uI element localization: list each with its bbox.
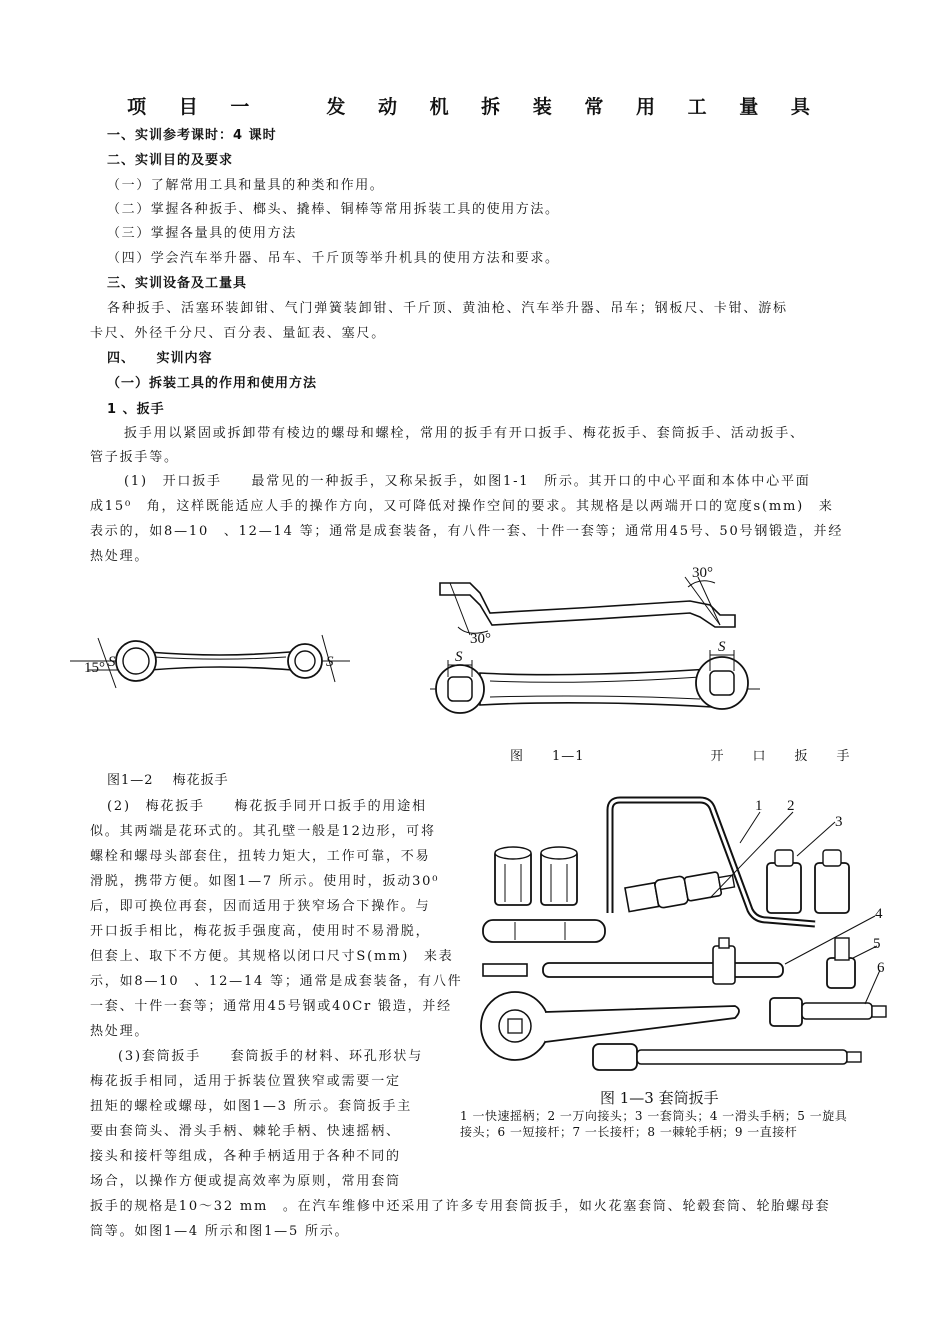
paragraph-line: (2) 梅花扳手 梅花扳手同开口扳手的用途相 [107,799,427,814]
section-1-heading: 一、实训参考课时：4 课时 [107,128,277,143]
angle-label: 30° [470,631,491,647]
section-2-item: （一）了解常用工具和量具的种类和作用。 [107,178,385,193]
callout-label: 6 [877,960,885,976]
paragraph-line: 扳手用以紧固或拆卸带有棱边的螺母和螺栓，常用的扳手有开口扳手、梅花扳手、套筒扳手、活动扳手、 [124,426,805,441]
section-2-heading: 二、实训目的及要求 [107,153,234,168]
paragraph-line: 场合，以操作方便或提高效率为原则，常用套筒 [90,1174,401,1189]
section-2-item: （四）学会汽车举升器、吊车、千斤顶等举升机具的使用方法和要求。 [107,251,560,266]
paragraph-line: 示，如8—10 、12—14 等；通常是成套装备，有八件 [90,974,463,989]
angle-label: 30° [692,565,713,581]
paragraph-line: (1) 开口扳手 最常见的一种扳手，又称呆扳手，如图1-1 所示。其开口的中心平面和本体中心平面 [124,474,811,489]
paragraph-line: 螺栓和螺母头部套住，扭转力矩大，工作可靠，不易 [90,849,431,864]
figure-1-3-caption: 图 1—3 套筒扳手 [600,1089,719,1107]
figure-1-3-legend: 1 一快速摇柄；2 一万向接头；3 一套筒头；4 一滑头手柄；5 一旋具 [460,1109,848,1123]
callout-label: 2 [787,798,795,814]
callout-label: 5 [873,936,881,952]
section-3-text: 卡尺、外径千分尺、百分表、量缸表、塞尺。 [90,326,387,341]
s-label: S [326,654,334,670]
paragraph-line: 扭矩的螺栓或螺母，如图1—3 所示。套筒扳手主 [90,1099,413,1114]
section-4-heading: 四、 实训内容 [107,351,213,366]
paragraph-line: 梅花扳手相同，适用于拆装位置狭窄或需要一定 [90,1074,401,1089]
callout-label: 4 [875,906,883,922]
paragraph-line: 开口扳手相比，梅花扳手强度高，使用时不易滑脱， [90,924,431,939]
figure-1-1-caption: 图 1—1 开 口 扳 手 [510,749,851,764]
figure-1-3-legend: 接头；6 一短接杆；7 一长接杆；8 一棘轮手柄；9 一直接杆 [460,1125,798,1139]
paragraph-line: 要由套筒头、滑头手柄、棘轮手柄、快速摇柄、 [90,1124,401,1139]
paragraph-line: 筒等。如图1—4 所示和图1—5 所示。 [90,1224,350,1239]
figure-1-1-open-spanner [430,565,760,735]
angle-label: 15° [84,660,105,676]
page-title: 项 目 一 发 动 机 拆 装 常 用 工 量 具 [127,96,823,118]
paragraph-line: 热处理。 [90,1024,150,1039]
section-2-item: （二）掌握各种扳手、榔头、撬棒、铜棒等常用拆装工具的使用方法。 [107,202,560,217]
section-2-item: （三）掌握各量具的使用方法 [107,226,297,241]
paragraph-line: 似。其两端是花环式的。其孔壁一般是12边形，可将 [90,824,436,839]
paragraph-line: 滑脱，携带方便。如图1—7 所示。使用时，扳动30⁰ [90,874,440,889]
section-4-item-heading: 1 、扳手 [107,402,165,417]
section-4-subheading: （一）拆装工具的作用和使用方法 [107,376,318,391]
figure-1-2-caption: 图1—2 梅花扳手 [107,773,229,788]
paragraph-line: 但套上、取下不方便。其规格以闭口尺寸S(mm) 来表 [90,949,454,964]
paragraph-line: 成15⁰ 角，这样既能适应人手的操作方向，又可降低对操作空间的要求。其规格是以两端开口的宽度s(mm) 来 [90,499,834,514]
paragraph-line: 一套、十件一套等；通常用45号钢或40Cr 锻造，并经 [90,999,452,1014]
section-3-heading: 三、实训设备及工量具 [107,276,248,291]
callout-label: 3 [835,814,843,830]
paragraph-line: 扳手的规格是10～32 mm 。在汽车维修中还采用了许多专用套筒扳手，如火花塞套筒、轮毂套筒、轮胎螺母套 [90,1199,831,1214]
figure-1-3-socket-set [475,798,895,1088]
paragraph-line: (3)套筒扳手 套筒扳手的材料、环孔形状与 [118,1049,424,1064]
s-label: S [455,649,463,665]
paragraph-line: 表示的，如8—10 、12—14 等；通常是成套装备，有八件一套、十件一套等；通常用45号、50号钢锻造，并经 [90,524,844,539]
paragraph-line: 热处理。 [90,549,150,564]
s-label: S [718,639,726,655]
figure-1-2-ring-spanner [70,630,350,710]
paragraph-line: 后，即可换位再套，因而适用于狭窄场合下操作。与 [90,899,431,914]
s-label: S [108,654,116,670]
section-3-text: 各种扳手、活塞环装卸钳、气门弹簧装卸钳、千斤顶、黄油枪、汽车举升器、吊车；钢板尺、卡钳、游标 [107,301,788,316]
paragraph-line: 接头和接杆等组成，各种手柄适用于各种不同的 [90,1149,401,1164]
callout-label: 1 [755,798,763,814]
paragraph-line: 管子扳手等。 [90,450,179,465]
